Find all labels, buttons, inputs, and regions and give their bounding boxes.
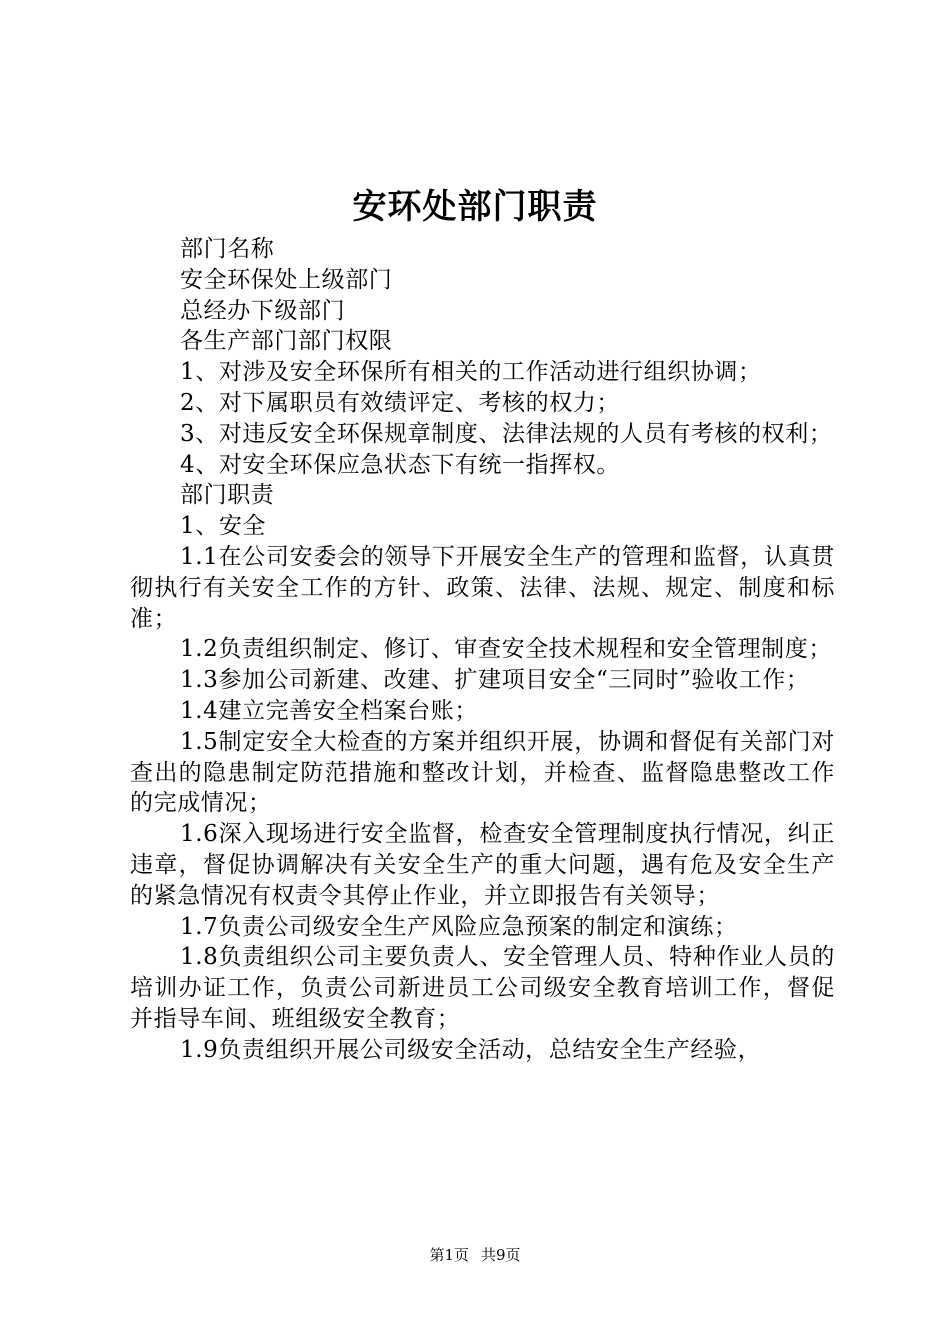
- paragraph: 1.7负责公司级安全生产风险应急预案的制定和演练；: [180, 913, 738, 940]
- paragraph: 1.8负责组织公司主要负责人、安全管理人员、特种作业人员的培训办证工作，负责公司新进员工公司级安全教育培训工作，督促并指导车间、班组级安全教育；: [130, 944, 835, 1032]
- paragraph: 4、对安全环保应急状态下有统一指挥权。: [180, 451, 621, 478]
- paragraph: 各生产部门部门权限: [180, 328, 393, 355]
- document-body: [130, 234, 835, 1066]
- page-number: 第1页: [429, 1246, 469, 1264]
- paragraph: 部门职责: [180, 482, 275, 509]
- paragraph: 1.2负责组织制定、修订、审查安全技术规程和安全管理制度；: [180, 636, 832, 663]
- paragraph: 2、对下属职员有效绩评定、考核的权力；: [180, 389, 621, 416]
- paragraph: 1.1在公司安委会的领导下开展安全生产的管理和监督，认真贯彻执行有关安全工作的方针、政策、法律、法规、规定、制度和标准；: [130, 543, 835, 632]
- paragraph: 总经办下级部门: [180, 297, 346, 324]
- paragraph: 1、对涉及安全环保所有相关的工作活动进行组织协调；: [180, 359, 762, 386]
- paragraph: 1.4建立完善安全档案台账；: [180, 697, 478, 724]
- paragraph: 3、对违反安全环保规章制度、法律法规的人员有考核的权利；: [180, 420, 833, 447]
- paragraph: 1.9负责组织开展公司级安全活动，总结安全生产经验，: [180, 1036, 762, 1063]
- paragraph: 部门名称: [180, 236, 275, 262]
- paragraph: 1、安全: [180, 513, 267, 540]
- paragraph: 1.3参加公司新建、改建、扩建项目安全“三同时”验收工作；: [180, 667, 810, 694]
- paragraph: 1.5制定安全大检查的方案并组织开展，协调和督促有关部门对查出的隐患制定防范措施和整改计划，并检查、监督隐患整改工作的完成情况；: [130, 728, 835, 817]
- document-title: 安环处部门职责: [352, 187, 598, 227]
- paragraph: 安全环保处上级部门: [180, 266, 393, 293]
- paragraph: 1.6深入现场进行安全监督，检查安全管理制度执行情况，纠正违章，督促协调解决有关安全生产的重大问题，遇有危及安全生产的紧急情况有权责令其停止作业，并立即报告有关领导；: [130, 821, 835, 909]
- page-total: 共9页: [481, 1246, 521, 1264]
- page-footer: [0, 1244, 950, 1266]
